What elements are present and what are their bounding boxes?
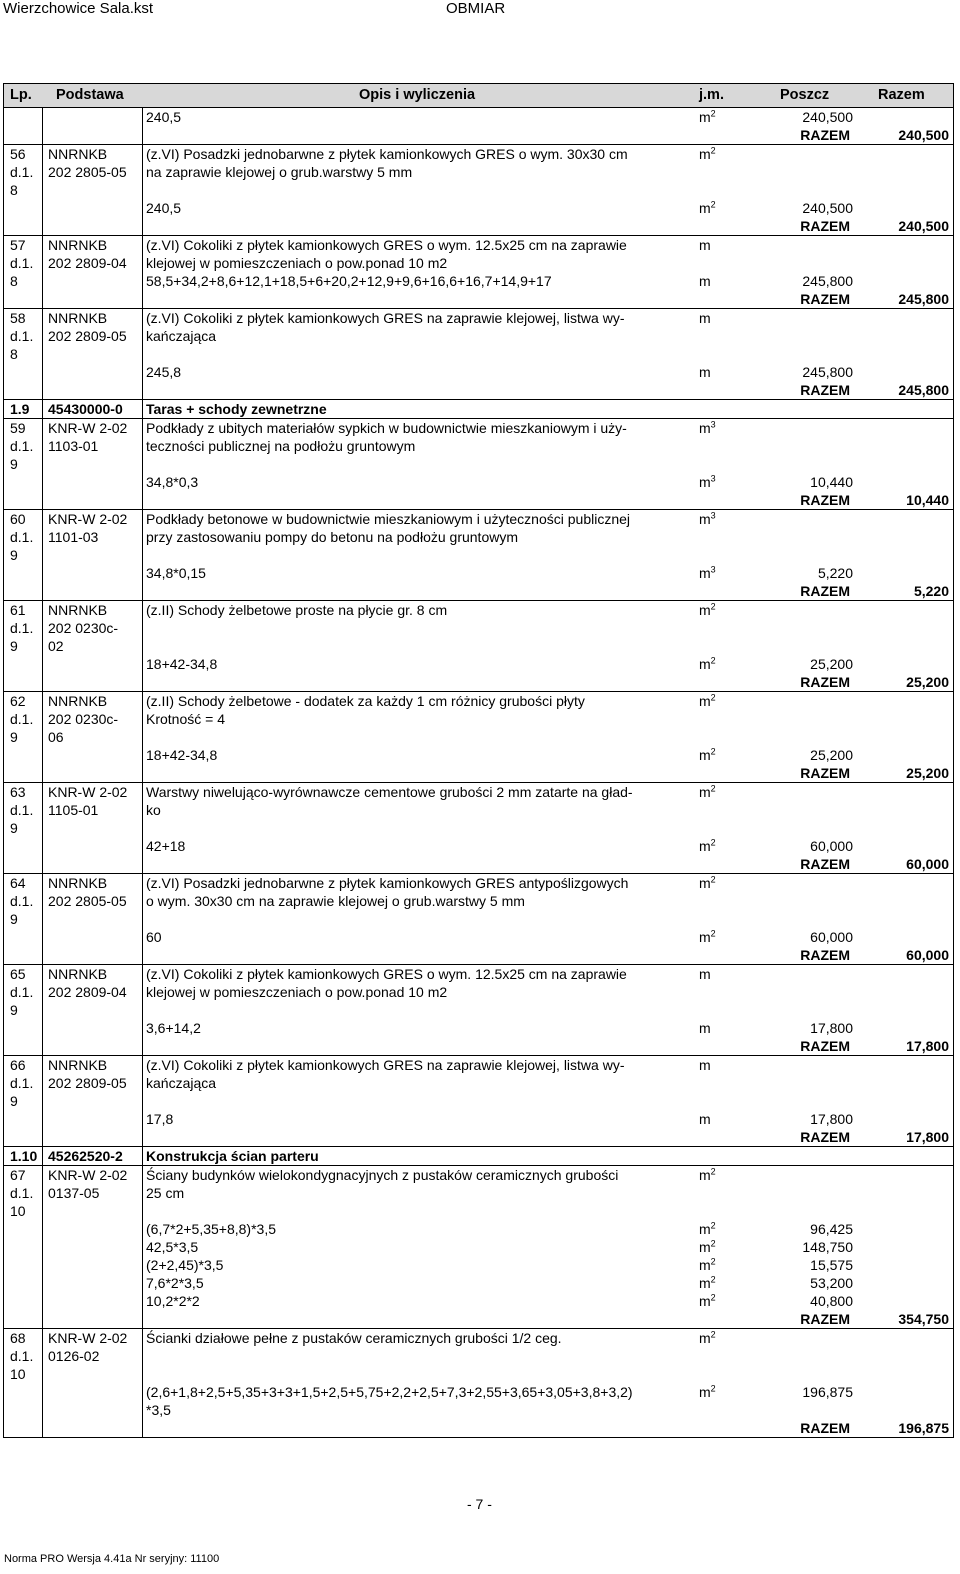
col-unit: j.m. bbox=[699, 87, 724, 103]
razem-label: RAZEM bbox=[800, 1129, 850, 1145]
item-basis: 45262520-2 bbox=[48, 1148, 123, 1164]
item-description: (z.VI) Cokoliki z płytek kamionkowych GRES na zaprawie klejowej, listwa wy- bbox=[146, 310, 625, 326]
table-row bbox=[4, 528, 953, 546]
item-number: d.1. bbox=[10, 1185, 34, 1201]
item-basis: 0137-05 bbox=[48, 1185, 100, 1201]
item-description: (z.VI) Cokoliki z płytek kamionkowych GRES na zaprawie klejowej, listwa wy- bbox=[146, 1057, 625, 1073]
item-number: 9 bbox=[10, 729, 18, 745]
calculation: 18+42-34,8 bbox=[146, 656, 218, 672]
razem-label: RAZEM bbox=[800, 1038, 850, 1054]
razem-total: 17,800 bbox=[906, 1038, 949, 1054]
item-description: klejowej w pomieszczeniach o pow.ponad 10 m2 bbox=[146, 984, 448, 1000]
item-number: 8 bbox=[10, 346, 18, 362]
item-number: 9 bbox=[10, 1093, 18, 1109]
item-basis: 02 bbox=[48, 638, 64, 654]
item-description: Podkłady betonowe w budownictwie mieszkaniowym i użyteczności publicznej bbox=[146, 511, 631, 527]
table-row bbox=[4, 181, 953, 199]
calculation: (2,6+1,8+2,5+5,35+3+3+1,5+2,5+5,75+2,2+2,5+7,3+2,55+3,65+3,05+3,8+3,2) bbox=[146, 1384, 633, 1400]
razem-row bbox=[4, 1310, 953, 1328]
calculation: 18+42-34,8 bbox=[146, 747, 218, 763]
table-row bbox=[4, 1165, 953, 1184]
razem-label: RAZEM bbox=[800, 856, 850, 872]
item-number: 68 bbox=[10, 1330, 26, 1346]
table-row bbox=[4, 1202, 953, 1220]
item-number: d.1. bbox=[10, 438, 34, 454]
item-number: d.1. bbox=[10, 802, 34, 818]
table-row bbox=[4, 892, 953, 910]
razem-row bbox=[4, 855, 953, 873]
item-basis: 202 0230c- bbox=[48, 711, 119, 727]
razem-row bbox=[4, 126, 953, 144]
col-desc: Opis i wyliczenia bbox=[359, 87, 476, 103]
item-basis: KNR-W 2-02 bbox=[48, 420, 128, 436]
item-description: Podkłady z ubitych materiałów sypkich w budownictwie mieszkaniowym i uży- bbox=[146, 420, 627, 436]
razem-label: RAZEM bbox=[800, 583, 850, 599]
item-unit: $m^2$ bbox=[699, 145, 716, 162]
item-description: Konstrukcja ścian parteru bbox=[146, 1148, 319, 1164]
razem-row bbox=[4, 217, 953, 235]
table-row bbox=[4, 509, 953, 528]
item-quantity: $m^2$ 148,750 bbox=[699, 1238, 853, 1255]
quantity-value: 25,200 bbox=[810, 747, 853, 763]
item-unit: $m^2$ bbox=[699, 1329, 716, 1346]
item-number: 67 bbox=[10, 1167, 26, 1183]
razem-total: 5,220 bbox=[913, 583, 949, 599]
item-number: 57 bbox=[10, 237, 26, 253]
item-basis: 1105-01 bbox=[48, 802, 99, 818]
calculation: 245,8 bbox=[146, 364, 182, 380]
razem-label: RAZEM bbox=[800, 291, 850, 307]
item-quantity: m 245,800 bbox=[699, 273, 853, 289]
table-row bbox=[4, 1184, 953, 1202]
table-row bbox=[4, 801, 953, 819]
item-number: d.1. bbox=[10, 984, 34, 1000]
table-row bbox=[4, 710, 953, 728]
item-basis: 202 0230c- bbox=[48, 620, 119, 636]
item-unit: $m^3$ bbox=[699, 419, 716, 436]
calculation: 3,6+14,2 bbox=[146, 1020, 201, 1036]
item-quantity: $m^3$ 10,440 bbox=[699, 473, 853, 490]
table-header bbox=[3, 83, 954, 108]
razem-row bbox=[4, 381, 953, 399]
item-number: 8 bbox=[10, 273, 18, 289]
table-row bbox=[4, 144, 953, 163]
item-number: 9 bbox=[10, 456, 18, 472]
calculation: *3,5 bbox=[146, 1402, 171, 1418]
item-quantity: $m^2$ 60,000 bbox=[699, 837, 853, 854]
razem-total: 60,000 bbox=[906, 856, 949, 872]
item-description: (z.VI) Cokoliki z płytek kamionkowych GRES o wym. 12.5x25 cm na zaprawie bbox=[146, 237, 627, 253]
item-quantity: $m^2$ 15,575 bbox=[699, 1256, 853, 1273]
item-basis: 202 2809-05 bbox=[48, 328, 127, 344]
razem-row bbox=[4, 946, 953, 964]
item-quantity: m 17,800 bbox=[699, 1111, 853, 1127]
item-quantity: $m^2$ 196,875 bbox=[699, 1383, 853, 1400]
table-row bbox=[4, 1092, 953, 1110]
item-basis: 45430000-0 bbox=[48, 401, 123, 417]
item-basis: NNRNKB bbox=[48, 693, 108, 709]
item-basis: NNRNKB bbox=[48, 1057, 108, 1073]
table-row bbox=[4, 983, 953, 1001]
item-number: 9 bbox=[10, 547, 18, 563]
table-row bbox=[4, 1292, 953, 1310]
item-number: 9 bbox=[10, 638, 18, 654]
item-number: d.1. bbox=[10, 711, 34, 727]
quantity-value: 17,800 bbox=[810, 1111, 853, 1127]
col-lp: Lp. bbox=[10, 87, 32, 103]
razem-row bbox=[4, 491, 953, 509]
page-number: - 7 - bbox=[467, 1496, 492, 1512]
item-description: 25 cm bbox=[146, 1185, 185, 1201]
table-row bbox=[4, 1328, 953, 1347]
item-basis: KNR-W 2-02 bbox=[48, 784, 128, 800]
item-description: kańczająca bbox=[146, 1075, 217, 1091]
item-basis: 202 2809-04 bbox=[48, 984, 127, 1000]
measurement-table bbox=[3, 83, 954, 1438]
table-row bbox=[4, 728, 953, 746]
table-row bbox=[4, 254, 953, 272]
razem-row bbox=[4, 764, 953, 782]
table-row bbox=[4, 910, 953, 928]
quantity-value: 245,800 bbox=[802, 273, 853, 289]
table-row bbox=[4, 819, 953, 837]
quantity-value: 96,425 bbox=[810, 1221, 853, 1237]
item-description: Ściany budynków wielokondygnacyjnych z pustaków ceramicznych grubości bbox=[146, 1167, 619, 1183]
razem-row bbox=[4, 673, 953, 691]
item-description: przy zastosowaniu pompy do betonu na podłożu gruntowym bbox=[146, 529, 518, 545]
razem-total: 240,500 bbox=[898, 127, 949, 143]
table-row bbox=[4, 1019, 953, 1037]
calculation: 58,5+34,2+8,6+12,1+18,5+6+20,2+12,9+9,6+16,6+16,7+14,9+17 bbox=[146, 273, 552, 289]
razem-label: RAZEM bbox=[800, 765, 850, 781]
item-number: 10 bbox=[10, 1203, 26, 1219]
razem-total: 240,500 bbox=[898, 218, 949, 234]
table-row bbox=[4, 1347, 953, 1365]
razem-total: 245,800 bbox=[898, 382, 949, 398]
page-header bbox=[0, 0, 960, 20]
item-number: 1.10 bbox=[10, 1148, 38, 1164]
table-row bbox=[4, 163, 953, 181]
table-row bbox=[4, 1220, 953, 1238]
section-row bbox=[4, 1146, 953, 1165]
section-row bbox=[4, 399, 953, 418]
razem-label: RAZEM bbox=[800, 674, 850, 690]
quantity-value: 60,000 bbox=[810, 929, 853, 945]
item-description: Taras + schody zewnetrzne bbox=[146, 401, 327, 417]
item-basis: 202 2805-05 bbox=[48, 893, 127, 909]
item-quantity: $m^3$ 5,220 bbox=[699, 564, 853, 581]
razem-label: RAZEM bbox=[800, 947, 850, 963]
item-number: 58 bbox=[10, 310, 26, 326]
item-number: d.1. bbox=[10, 620, 34, 636]
item-description: (z.VI) Posadzki jednobarwne z płytek kamionkowych GRES antypoślizgowych bbox=[146, 875, 629, 891]
item-description: klejowej w pomieszczeniach o pow.ponad 10 m2 bbox=[146, 255, 448, 271]
item-basis: 06 bbox=[48, 729, 64, 745]
razem-label: RAZEM bbox=[800, 492, 850, 508]
item-number: 63 bbox=[10, 784, 26, 800]
item-number: d.1. bbox=[10, 164, 34, 180]
razem-row bbox=[4, 1037, 953, 1055]
item-unit: m bbox=[699, 1057, 711, 1073]
item-quantity: m 245,800 bbox=[699, 364, 853, 380]
table-row bbox=[4, 1256, 953, 1274]
item-number: 1.9 bbox=[10, 401, 30, 417]
table-row bbox=[4, 1055, 953, 1074]
calculation: 240,5 bbox=[146, 109, 182, 125]
razem-row bbox=[4, 1128, 953, 1146]
table-row bbox=[4, 199, 953, 217]
item-number: d.1. bbox=[10, 529, 34, 545]
item-description: na zaprawie klejowej o grub.warstwy 5 mm bbox=[146, 164, 413, 180]
item-basis: 202 2809-04 bbox=[48, 255, 127, 271]
item-number: 9 bbox=[10, 911, 18, 927]
calculation: 34,8*0,15 bbox=[146, 565, 206, 581]
item-basis: KNR-W 2-02 bbox=[48, 511, 128, 527]
table-row bbox=[4, 308, 953, 327]
item-number: d.1. bbox=[10, 1348, 34, 1364]
razem-total: 25,200 bbox=[906, 674, 949, 690]
quantity-value: 245,800 bbox=[802, 364, 853, 380]
item-unit: $m^2$ bbox=[699, 1166, 716, 1183]
item-quantity: m 17,800 bbox=[699, 1020, 853, 1036]
item-number: d.1. bbox=[10, 893, 34, 909]
quantity-value: 40,800 bbox=[810, 1293, 853, 1309]
razem-label: RAZEM bbox=[800, 218, 850, 234]
item-number: d.1. bbox=[10, 328, 34, 344]
item-number: 59 bbox=[10, 420, 26, 436]
table-row bbox=[4, 964, 953, 983]
item-unit: m bbox=[699, 237, 711, 253]
item-number: 10 bbox=[10, 1366, 26, 1382]
razem-row bbox=[4, 1419, 953, 1437]
item-basis: 1101-03 bbox=[48, 529, 99, 545]
table-row bbox=[4, 546, 953, 564]
item-basis: 1103-01 bbox=[48, 438, 99, 454]
item-unit: m bbox=[699, 966, 711, 982]
table-row bbox=[4, 928, 953, 946]
razem-total: 245,800 bbox=[898, 291, 949, 307]
razem-label: RAZEM bbox=[800, 382, 850, 398]
calculation: 42+18 bbox=[146, 838, 186, 854]
calculation: (6,7*2+5,35+8,8)*3,5 bbox=[146, 1221, 276, 1237]
quantity-value: 10,440 bbox=[810, 474, 853, 490]
item-basis: 202 2805-05 bbox=[48, 164, 127, 180]
table-row bbox=[4, 1001, 953, 1019]
table-row bbox=[4, 1074, 953, 1092]
table-row bbox=[4, 1274, 953, 1292]
razem-total: 10,440 bbox=[906, 492, 949, 508]
quantity-value: 53,200 bbox=[810, 1275, 853, 1291]
table-body bbox=[3, 108, 954, 1438]
quantity-value: 240,500 bbox=[802, 200, 853, 216]
razem-row bbox=[4, 582, 953, 600]
item-quantity: $m^2$ 53,200 bbox=[699, 1274, 853, 1291]
quantity-value: 17,800 bbox=[810, 1020, 853, 1036]
item-basis: NNRNKB bbox=[48, 237, 108, 253]
quantity-value: 240,500 bbox=[802, 109, 853, 125]
table-row bbox=[4, 1110, 953, 1128]
quantity-value: 5,220 bbox=[817, 565, 853, 581]
table-row bbox=[4, 437, 953, 455]
item-description: kańczająca bbox=[146, 328, 217, 344]
table-row bbox=[4, 637, 953, 655]
razem-label: RAZEM bbox=[800, 1311, 850, 1327]
item-unit: $m^2$ bbox=[699, 601, 716, 618]
razem-total: 196,875 bbox=[898, 1420, 949, 1436]
item-number: 62 bbox=[10, 693, 26, 709]
razem-row bbox=[4, 290, 953, 308]
item-basis: NNRNKB bbox=[48, 966, 108, 982]
table-row bbox=[4, 1238, 953, 1256]
item-description: (z.VI) Cokoliki z płytek kamionkowych GRES o wym. 12.5x25 cm na zaprawie bbox=[146, 966, 627, 982]
calculation: 7,6*2*3,5 bbox=[146, 1275, 204, 1291]
razem-label: RAZEM bbox=[800, 1420, 850, 1436]
item-basis: KNR-W 2-02 bbox=[48, 1167, 128, 1183]
razem-total: 60,000 bbox=[906, 947, 949, 963]
item-description: (z.II) Schody żelbetowe proste na płycie gr. 8 cm bbox=[146, 602, 448, 618]
item-quantity: $m^2$ 40,800 bbox=[699, 1292, 853, 1309]
calculation: 42,5*3,5 bbox=[146, 1239, 199, 1255]
table-row bbox=[4, 235, 953, 254]
quantity-value: 60,000 bbox=[810, 838, 853, 854]
item-number: 61 bbox=[10, 602, 26, 618]
item-number: 9 bbox=[10, 820, 18, 836]
item-description: (z.II) Schody żelbetowe - dodatek za każdy 1 cm różnicy grubości płyty bbox=[146, 693, 585, 709]
table-row bbox=[4, 655, 953, 673]
item-unit: $m^3$ bbox=[699, 510, 716, 527]
table-row bbox=[4, 327, 953, 345]
item-number: 9 bbox=[10, 1002, 18, 1018]
table-row bbox=[4, 619, 953, 637]
table-row bbox=[4, 691, 953, 710]
item-number: 66 bbox=[10, 1057, 26, 1073]
item-unit: m bbox=[699, 310, 711, 326]
razem-total: 17,800 bbox=[906, 1129, 949, 1145]
calculation: 34,8*0,3 bbox=[146, 474, 199, 490]
razem-total: 354,750 bbox=[898, 1311, 949, 1327]
item-description: (z.VI) Posadzki jednobarwne z płytek kamionkowych GRES o wym. 30x30 cm bbox=[146, 146, 628, 162]
quantity-value: 196,875 bbox=[802, 1384, 853, 1400]
col-base: Podstawa bbox=[56, 87, 124, 103]
table-row bbox=[4, 473, 953, 491]
table-row bbox=[4, 746, 953, 764]
document-title: OBMIAR bbox=[446, 0, 506, 17]
item-description: teczności publicznej na podłożu gruntowym bbox=[146, 438, 416, 454]
item-basis: 202 2809-05 bbox=[48, 1075, 127, 1091]
item-description: Warstwy niwelująco-wyrównawcze cementowe grubości 2 mm zatarte na gład- bbox=[146, 784, 633, 800]
item-quantity: $m^2$ 240,500 bbox=[699, 108, 853, 125]
item-unit: $m^2$ bbox=[699, 874, 716, 891]
item-number: 64 bbox=[10, 875, 26, 891]
item-number: 60 bbox=[10, 511, 26, 527]
table-row bbox=[4, 873, 953, 892]
item-number: 65 bbox=[10, 966, 26, 982]
item-basis: KNR-W 2-02 bbox=[48, 1330, 128, 1346]
table-row bbox=[4, 272, 953, 290]
item-basis: NNRNKB bbox=[48, 146, 108, 162]
item-number: 56 bbox=[10, 146, 26, 162]
item-description: ko bbox=[146, 802, 161, 818]
item-description: Krotność = 4 bbox=[146, 711, 225, 727]
table-row bbox=[4, 418, 953, 437]
table-row bbox=[4, 1383, 953, 1401]
calculation: (2+2,45)*3,5 bbox=[146, 1257, 224, 1273]
table-row bbox=[4, 600, 953, 619]
quantity-value: 25,200 bbox=[810, 656, 853, 672]
file-name: Wierzchowice Sala.kst bbox=[3, 0, 154, 17]
item-basis: NNRNKB bbox=[48, 310, 108, 326]
item-description: o wym. 30x30 cm na zaprawie klejowej o grub.warstwy 5 mm bbox=[146, 893, 525, 909]
table-row bbox=[4, 108, 953, 126]
item-basis: 0126-02 bbox=[48, 1348, 100, 1364]
col-item: Poszcz bbox=[780, 87, 830, 103]
item-quantity: $m^2$ 240,500 bbox=[699, 199, 853, 216]
col-total: Razem bbox=[878, 87, 925, 103]
item-number: 8 bbox=[10, 182, 18, 198]
quantity-value: 148,750 bbox=[802, 1239, 853, 1255]
table-row bbox=[4, 345, 953, 363]
item-basis: NNRNKB bbox=[48, 875, 108, 891]
table-row bbox=[4, 1401, 953, 1419]
item-quantity: $m^2$ 25,200 bbox=[699, 746, 853, 763]
item-quantity: $m^2$ 96,425 bbox=[699, 1220, 853, 1237]
item-basis: NNRNKB bbox=[48, 602, 108, 618]
table-row bbox=[4, 455, 953, 473]
software-version: Norma PRO Wersja 4.41a Nr seryjny: 11100 bbox=[4, 1553, 220, 1565]
calculation: 60 bbox=[146, 929, 162, 945]
calculation: 240,5 bbox=[146, 200, 182, 216]
quantity-value: 15,575 bbox=[810, 1257, 853, 1273]
item-unit: $m^2$ bbox=[699, 783, 716, 800]
item-quantity: $m^2$ 25,200 bbox=[699, 655, 853, 672]
calculation: 10,2*2*2 bbox=[146, 1293, 200, 1309]
item-unit: $m^2$ bbox=[699, 692, 716, 709]
calculation: 17,8 bbox=[146, 1111, 174, 1127]
razem-total: 25,200 bbox=[906, 765, 949, 781]
table-row bbox=[4, 782, 953, 801]
table-row bbox=[4, 564, 953, 582]
table-row bbox=[4, 837, 953, 855]
item-number: d.1. bbox=[10, 255, 34, 271]
table-row bbox=[4, 363, 953, 381]
item-number: d.1. bbox=[10, 1075, 34, 1091]
item-quantity: $m^2$ 60,000 bbox=[699, 928, 853, 945]
item-description: Ścianki działowe pełne z pustaków ceramicznych grubości 1/2 ceg. bbox=[146, 1330, 562, 1346]
table-row bbox=[4, 1365, 953, 1383]
razem-label: RAZEM bbox=[800, 127, 850, 143]
